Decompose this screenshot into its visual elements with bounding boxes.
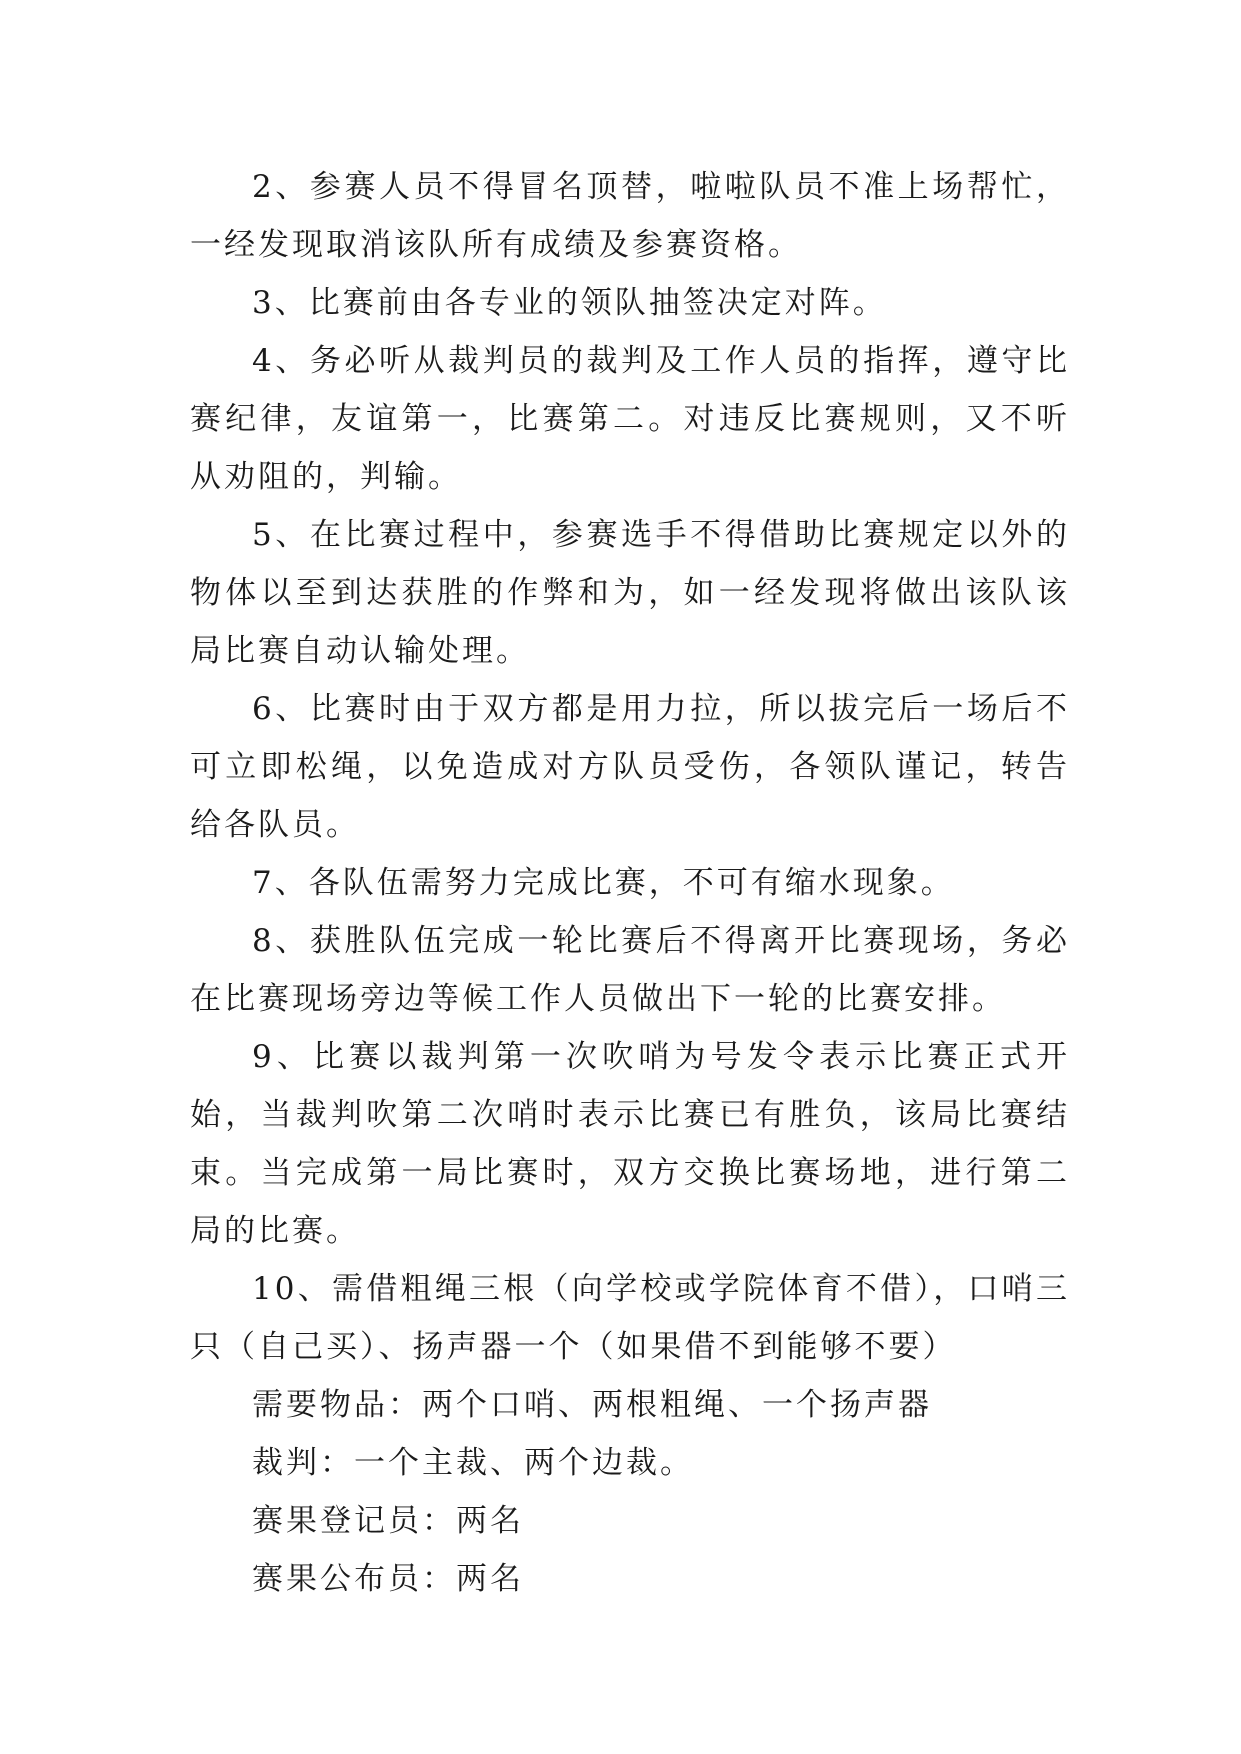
result-recorder-line: 赛果登记员：两名: [252, 1503, 524, 1539]
required-items-line: 需要物品：两个口哨、两根粗绳、一个扬声器: [252, 1387, 932, 1423]
rule-paragraph-2: 2、参赛人员不得冒名顶替，啦啦队员不准上场帮忙，一经发现取消该队所有成绩及参赛资格。: [190, 169, 1070, 263]
document-body: [190, 158, 1070, 1608]
referee-line: 裁判：一个主裁、两个边裁。: [252, 1445, 694, 1481]
result-announcer-line: 赛果公布员：两名: [252, 1561, 524, 1597]
rule-paragraph-8: 8、获胜队伍完成一轮比赛后不得离开比赛现场，务必在比赛现场旁边等候工作人员做出下一轮的比赛安排。: [190, 923, 1070, 1017]
rule-paragraph-7: 7、各队伍需努力完成比赛，不可有缩水现象。: [252, 865, 955, 901]
rule-paragraph-3: 3、比赛前由各专业的领队抽签决定对阵。: [252, 285, 887, 321]
rule-paragraph-6: 6、比赛时由于双方都是用力拉，所以拔完后一场后不可立即松绳，以免造成对方队员受伤，各领队谨记，转告给各队员。: [190, 691, 1070, 843]
rule-paragraph-5: 5、在比赛过程中，参赛选手不得借助比赛规定以外的物体以至到达获胜的作弊和为，如一经发现将做出该队该局比赛自动认输处理。: [190, 517, 1070, 669]
rule-paragraph-4: 4、务必听从裁判员的裁判及工作人员的指挥，遵守比赛纪律，友谊第一，比赛第二。对违反比赛规则，又不听从劝阻的，判输。: [190, 343, 1070, 495]
rule-paragraph-10: 10、需借粗绳三根（向学校或学院体育不借），口哨三只（自己买）、扬声器一个（如果借不到能够不要）: [190, 1271, 1070, 1365]
rule-paragraph-9: 9、比赛以裁判第一次吹哨为号发令表示比赛正式开始，当裁判吹第二次哨时表示比赛已有胜负，该局比赛结束。当完成第一局比赛时，双方交换比赛场地，进行第二局的比赛。: [190, 1039, 1070, 1249]
